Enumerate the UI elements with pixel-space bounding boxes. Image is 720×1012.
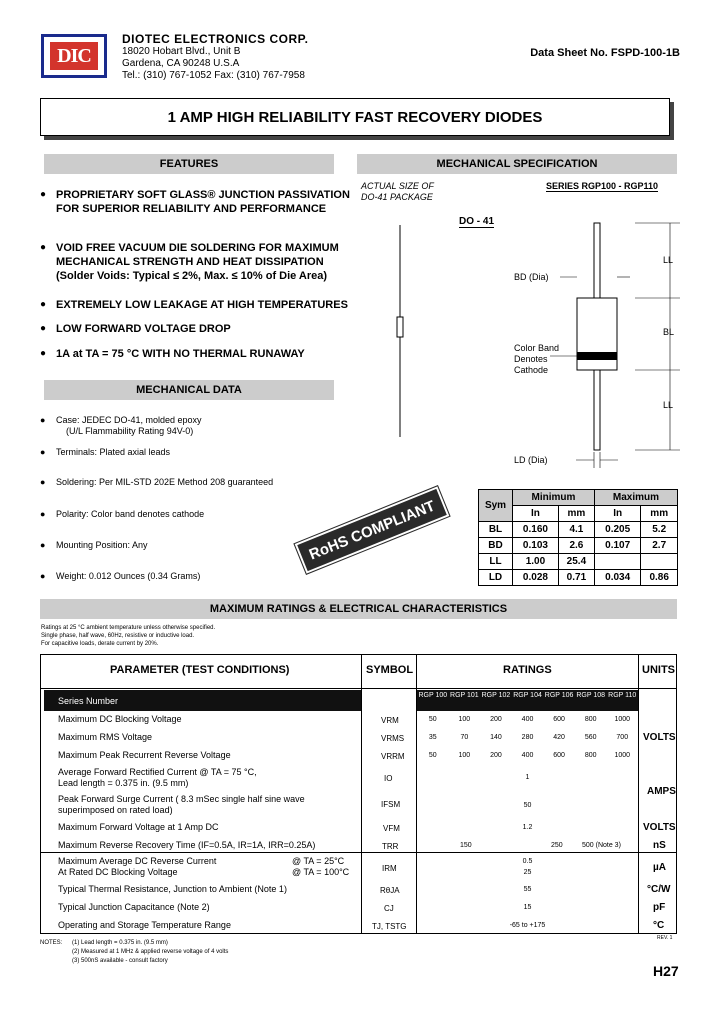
table-divider [638,654,639,934]
value-cell: 420 [553,734,565,741]
bl-label: BL [663,327,675,337]
company-name: DIOTEC ELECTRONICS CORP. [122,32,309,46]
table-divider [40,688,677,689]
unit-ua: µA [653,862,666,873]
value-cell: 800 [584,716,597,723]
ratings-note-3: For capacitive loads, derate current by 20%. [41,641,159,647]
units-header: UNITS [642,664,675,676]
value-cell: 700 [616,734,629,741]
sym-vrms: VRMS [381,734,405,743]
series-cell: RGP 102 [481,692,511,699]
notes-label: NOTES: [40,940,63,946]
ratings-note-1: Ratings at 25 °C ambient temperature unless otherwise specified. [41,625,216,631]
sym-io: IO [384,774,393,783]
series-cell: RGP 104 [513,692,542,699]
value-cell: 35 [428,734,437,741]
param-tj: Operating and Storage Temperature Range [58,920,231,930]
ld-label: LD (Dia) [514,455,548,465]
actual-size-label: ACTUAL SIZE OF [361,181,434,191]
phone-fax: Tel.: (310) 767-1052 Fax: (310) 767-7958 [122,70,305,81]
param-irm-2: At Rated DC Blocking Voltage [58,867,178,877]
value-cell: 100 [458,752,471,759]
param-vrms: Maximum RMS Voltage [58,732,153,742]
tj-value: -65 to +175 [509,922,546,929]
irm-100-value: 25 [523,869,532,876]
mech-data-item: ● Polarity: Color band denotes cathode [40,509,205,519]
value-cell: 560 [584,734,597,741]
revision-label: REV. 1 [657,935,673,941]
dim-in-header: In [513,506,559,522]
bd-label: BD (Dia) [514,272,549,282]
max-ratings-heading: MAXIMUM RATINGS & ELECTRICAL CHARACTERISTICS [40,599,677,619]
value-cell: 100 [458,716,471,723]
trr-value-a: 150 [460,842,472,849]
unit-pf: pF [653,902,666,913]
sym-trr: TRR [382,842,399,851]
page-number: H27 [653,963,679,979]
param-irm-2-cond: @ TA = 100°C [292,867,350,877]
dim-max-header: Maximum [594,490,677,506]
value-cell: 800 [584,752,597,759]
address-line-1: 18020 Hobart Blvd., Unit B [122,46,241,57]
symbol-header: SYMBOL [366,664,414,676]
package-label: DO-41 PACKAGE [361,192,433,202]
color-band-label: Color Band [514,343,560,353]
value-cell: 50 [428,716,437,723]
page-title: 1 AMP HIGH RELIABILITY FAST RECOVERY DIODES [40,98,670,136]
dim-mm-header: mm [558,506,594,522]
ratings-note-2: Single phase, half wave, 60Hz, resistive or inductive load. [41,633,195,639]
mechanical-spec-heading: MECHANICAL SPECIFICATION [357,154,677,174]
address-line-2: Gardena, CA 90248 U.S.A [122,58,240,69]
cathode-label: Cathode [514,365,549,375]
rohs-compliant-stamp: RoHS COMPLIANT [295,486,450,573]
sym-irm: IRM [382,864,397,873]
unit-amps: AMPS [647,786,676,797]
param-rth: Typical Thermal Resistance, Junction to Ambient (Note 1) [58,884,287,894]
value-cell: 600 [553,716,565,723]
trr-value-b: 250 [551,842,563,849]
vrrm-values-row [417,752,638,759]
sym-vdc: VRM [381,716,399,725]
feature-item: ● LOW FORWARD VOLTAGE DROP [40,323,231,335]
series-cell: RGP 101 [450,692,479,699]
sym-rth: RθJA [380,886,400,895]
value-cell: 400 [521,752,534,759]
mech-data-item: ● Case: JEDEC DO-41, molded epoxy [40,415,202,425]
cj-value: 15 [523,904,532,911]
series-number-label: Series Number [58,696,119,706]
note-item: (1) Lead length = 0.375 in. (9.5 mm) [72,940,168,946]
param-ifsm-1: Peak Forward Surge Current ( 8.3 mSec single half sine wave [58,794,305,804]
sym-vfm: VFM [383,824,400,833]
dim-mm-header: mm [641,506,678,522]
ll-bottom-label: LL [663,400,674,410]
ll-top-label: LL [663,255,674,265]
unit-ns: nS [653,840,666,851]
value-cell: 600 [553,752,565,759]
series-label: SERIES RGP100 - RGP110 [546,181,659,191]
param-header: PARAMETER (TEST CONDITIONS) [110,664,290,676]
irm-25-value: 0.5 [522,858,533,865]
series-cell: RGP 110 [608,692,637,699]
value-cell: 70 [460,734,469,741]
param-cj: Typical Junction Capacitance (Note 2) [58,902,210,912]
vrms-values-row [417,734,638,741]
mech-data-item: (U/L Flammability Rating 94V-0) [66,426,194,436]
param-io-2: Lead length = 0.375 in. (9.5 mm) [58,778,189,788]
value-cell: 1000 [614,716,631,723]
dim-row: BL 0.160 4.1 0.205 5.2 [479,522,678,538]
sym-tj: TJ, TSTG [372,922,407,931]
sym-cj: CJ [384,904,394,913]
param-vdc: Maximum DC Blocking Voltage [58,714,182,724]
value-cell: 200 [490,716,502,723]
value-cell: 200 [490,752,502,759]
value-cell: 1000 [614,752,631,759]
unit-c: °C [653,920,665,931]
param-trr: Maximum Reverse Recovery Time (IF=0.5A, IR=1A, IRR=0.25A) [58,840,316,850]
value-cell: 280 [521,734,534,741]
dim-sym-header: Sym [479,490,513,522]
actual-size-diode-drawing [390,225,410,440]
mech-data-item: ● Soldering: Per MIL-STD 202E Method 208 guaranteed [40,477,274,487]
value-cell: 400 [521,716,534,723]
dim-row: LD 0.028 0.71 0.034 0.86 [479,570,678,586]
datasheet-number: Data Sheet No. FSPD-100-1B [530,47,680,59]
feature-item: ● EXTREMELY LOW LEAKAGE AT HIGH TEMPERATURES [40,299,348,311]
unit-volts-2: VOLTS [643,822,676,833]
rth-value: 55 [523,886,532,893]
param-vfm: Maximum Forward Voltage at 1 Amp DC [58,822,219,832]
ifsm-value: 50 [523,802,532,809]
mech-data-item: ● Terminals: Plated axial leads [40,447,171,457]
dim-min-header: Minimum [513,490,595,506]
series-cell: RGP 106 [544,692,574,699]
sym-ifsm: IFSM [381,800,401,809]
vdc-values-row [417,716,638,723]
dimension-table [478,489,678,586]
sym-vrrm: VRRM [381,752,405,761]
dim-row: BD 0.103 2.6 0.107 2.7 [479,538,678,554]
ratings-header: RATINGS [503,664,552,676]
series-cell: RGP 108 [576,692,606,699]
series-row [417,690,638,711]
feature-item: ● PROPRIETARY SOFT GLASS® JUNCTION PASSIVATION FOR SUPERIOR RELIABILITY AND PERFORMANCE [40,189,350,215]
value-cell: 50 [428,752,437,759]
series-cell: RGP 100 [418,692,448,699]
feature-item: ● 1A at TA = 75 °C WITH NO THERMAL RUNAWAY [40,348,305,360]
param-irm-1-cond: @ TA = 25°C [292,856,345,866]
param-irm-1: Maximum Average DC Reverse Current [58,856,217,866]
param-ifsm-2: superimposed on rated load) [58,805,173,815]
logo-text: DIC [57,44,91,67]
mech-data-item: ● Mounting Position: Any [40,540,148,550]
features-heading: FEATURES [44,154,334,174]
param-io-1: Average Forward Rectified Current @ TA = 75 °C, [58,767,257,777]
mech-data-item: ● Weight: 0.012 Ounces (0.34 Grams) [40,571,201,581]
trr-value-c: 500 (Note 3) [582,842,621,849]
io-value: 1 [525,774,530,781]
vfm-value: 1.2 [522,824,533,831]
denotes-label: Denotes [514,354,548,364]
unit-cw: °C/W [647,884,671,895]
unit-volts-1: VOLTS [643,732,676,743]
note-item: (3) 500nS available - consult factory [72,958,168,964]
company-logo [41,34,107,78]
feature-item: ● VOID FREE VACUUM DIE SOLDERING FOR MAXIMUM MECHANICAL STRENGTH AND HEAT DISSIPATION (Solder Voids: Typical ≤ 2%, Max. ≤ 10% of Die Area) [40,242,339,282]
table-divider [40,852,677,853]
dim-row: LL 1.00 25.4 [479,554,678,570]
mechanical-data-heading: MECHANICAL DATA [44,380,334,400]
value-cell: 140 [490,734,502,741]
table-divider [361,654,362,934]
dim-in-header: In [594,506,640,522]
param-vrrm: Maximum Peak Recurrent Reverse Voltage [58,750,231,760]
do41-label: DO - 41 [459,216,495,227]
note-item: (2) Measured at 1 MHz & applied reverse voltage of 4 volts [72,949,229,955]
